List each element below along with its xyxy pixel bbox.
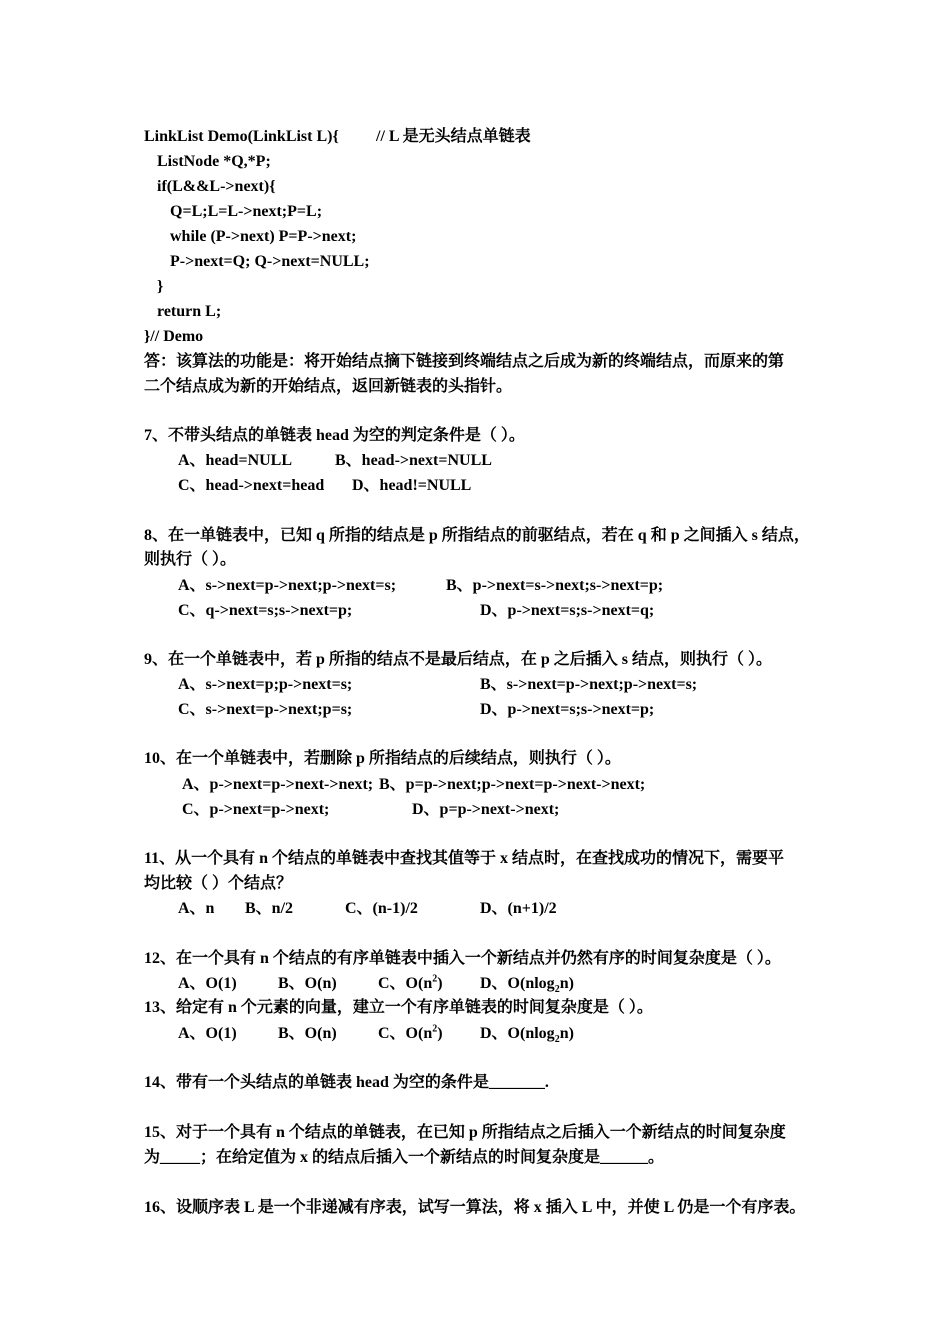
question-11-option-d: D、(n+1)/2 xyxy=(480,900,557,917)
code-comment: // L 是无头结点单链表 xyxy=(376,128,531,145)
question-7-option-b: B、head->next=NULL xyxy=(335,452,492,469)
question-10-option-a: A、p->next=p->next->next; xyxy=(182,776,374,793)
question-10-option-b: B、p=p->next;p->next=p->next->next; xyxy=(379,776,646,793)
q12-c-base: C、O(n xyxy=(378,975,433,992)
question-7-option-c: C、head->next=head xyxy=(178,477,325,494)
question-13-stem: 13、给定有 n 个元素的向量，建立一个有序单链表的时间复杂度是（ ）。 xyxy=(144,999,653,1016)
code-line-4: Q=L;L=L->next;P=L; xyxy=(170,203,323,220)
question-11-option-c: C、(n-1)/2 xyxy=(345,900,418,917)
question-10-stem: 10、在一个单链表中，若删除 p 所指结点的后续结点，则执行（ ）。 xyxy=(144,750,621,767)
code-line-7: } xyxy=(157,278,164,295)
code-line-2: ListNode *Q,*P; xyxy=(157,153,271,170)
q12-c-close: ) xyxy=(437,975,443,992)
question-13-option-c xyxy=(378,1024,443,1044)
question-8-stem-1: 8、在一单链表中，已知 q 所指的结点是 p 所指结点的前驱结点，若在 q 和 p 之间插入 s 结点， xyxy=(144,527,810,544)
code-line-5: while (P->next) P=P->next; xyxy=(170,228,357,245)
question-12-option-d xyxy=(480,974,574,994)
question-9-option-d: D、p->next=s;s->next=p; xyxy=(480,701,655,718)
question-14-stem: 14、带有一个头结点的单链表 head 为空的条件是_______. xyxy=(144,1074,549,1091)
code-line-8: return L; xyxy=(157,303,222,320)
question-11-option-a: A、n xyxy=(178,900,215,917)
question-12-option-c xyxy=(378,974,443,994)
question-9-option-c: C、s->next=p->next;p=s; xyxy=(178,701,353,718)
q13-d-close: n) xyxy=(559,1025,574,1042)
question-15-stem-1: 15、对于一个具有 n 个结点的单链表，在已知 p 所指结点之后插入一个新结点的时间复杂度 xyxy=(144,1124,786,1141)
question-12-option-a: A、O(1) xyxy=(178,975,237,992)
question-9-option-b: B、s->next=p->next;p->next=s; xyxy=(480,676,698,693)
question-10-option-d: D、p=p->next->next; xyxy=(412,801,560,818)
code-line-3: if(L&&L->next){ xyxy=(157,178,276,195)
question-11-option-b: B、n/2 xyxy=(245,900,294,917)
question-16-stem: 16、设顺序表 L 是一个非递减有序表，试写一算法，将 x 插入 L 中，并使 L 仍是一个有序表。 xyxy=(144,1199,806,1216)
answer-line-1: 答：该算法的功能是：将开始结点摘下链接到终端结点之后成为新的终端结点，而原来的第 xyxy=(144,353,785,370)
code-line-1: LinkList Demo(LinkList L){ xyxy=(144,128,339,145)
answer-line-2: 二个结点成为新的开始结点，返回新链表的头指针。 xyxy=(144,378,513,395)
question-7-option-d: D、head!=NULL xyxy=(352,477,472,494)
question-8-option-c: C、q->next=s;s->next=p; xyxy=(178,602,353,619)
q13-c-base: C、O(n xyxy=(378,1025,433,1042)
question-11-stem-2: 均比较（ ）个结点？ xyxy=(144,875,293,892)
q13-c-exponent: 2 xyxy=(432,1023,438,1035)
question-11-stem-1: 11、从一个具有 n 个结点的单链表中查找其值等于 x 结点时，在查找成功的情况下，需要平 xyxy=(144,850,785,867)
question-12-stem: 12、在一个具有 n 个结点的有序单链表中插入一个新结点并仍然有序的时间复杂度是（ ）。 xyxy=(144,950,781,967)
q13-d-subscript: 2 xyxy=(554,1034,560,1046)
q12-c-exponent: 2 xyxy=(432,973,438,985)
question-7-option-a: A、head=NULL xyxy=(178,452,293,469)
question-13-option-b: B、O(n) xyxy=(278,1025,337,1042)
question-10-option-c: C、p->next=p->next; xyxy=(182,801,330,818)
question-8-option-b: B、p->next=s->next;s->next=p; xyxy=(446,577,664,594)
question-15-stem-2: 为_____；在给定值为 x 的结点后插入一个新结点的时间复杂度是______。 xyxy=(144,1149,665,1166)
question-8-option-a: A、s->next=p->next;p->next=s; xyxy=(178,577,397,594)
question-13-option-d xyxy=(480,1024,574,1044)
q13-d-base: D、O(nlog xyxy=(480,1025,555,1042)
code-line-6: P->next=Q; Q->next=NULL; xyxy=(170,253,370,270)
question-8-stem-2: 则执行（ ）。 xyxy=(144,551,237,568)
question-12-option-b: B、O(n) xyxy=(278,975,337,992)
code-line-9: }// Demo xyxy=(144,328,204,345)
q12-d-subscript: 2 xyxy=(554,984,560,996)
question-7-stem: 7、不带头结点的单链表 head 为空的判定条件是（ ）。 xyxy=(144,427,525,444)
question-9-stem: 9、在一个单链表中，若 p 所指的结点不是最后结点，在 p 之后插入 s 结点，则执行（ ）。 xyxy=(144,651,773,668)
question-13-option-a: A、O(1) xyxy=(178,1025,237,1042)
question-8-option-d: D、p->next=s;s->next=q; xyxy=(480,602,655,619)
q13-c-close: ) xyxy=(437,1025,443,1042)
q12-d-base: D、O(nlog xyxy=(480,975,555,992)
q12-d-close: n) xyxy=(559,975,574,992)
question-9-option-a: A、s->next=p;p->next=s; xyxy=(178,676,353,693)
